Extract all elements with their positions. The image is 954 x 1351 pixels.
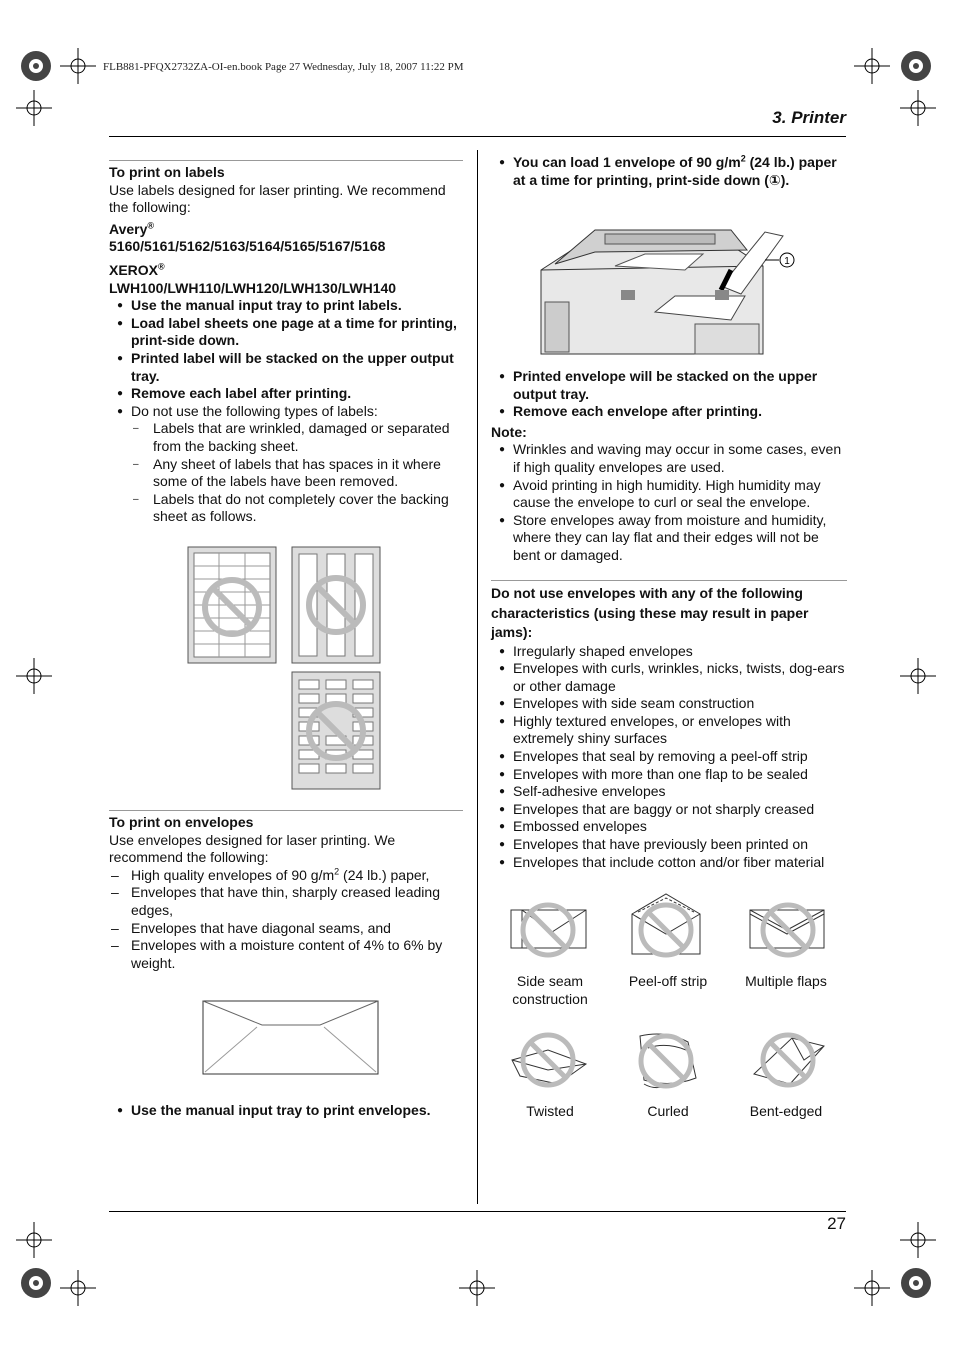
superscript: 2 [334, 866, 340, 877]
crosshair-mark-icon [854, 48, 890, 84]
list-item: ● Envelopes that have previously been printed on [491, 836, 847, 854]
twisted-envelope-icon [508, 1030, 590, 1092]
avoid-list [491, 643, 847, 872]
list-item: – Labels that do not completely cover the backing sheet as follows. [131, 491, 463, 526]
bent-edged-envelope-icon [746, 1030, 828, 1092]
note-title: Note: [491, 423, 527, 440]
xerox-models: LWH100/LWH110/LWH120/LWH130/LWH140 [109, 279, 397, 296]
labels-title: To print on labels [109, 164, 225, 180]
page-number: 27 [827, 1214, 846, 1233]
list-item: – Envelopes with a moisture content of 4% to 6% by weight. [109, 937, 463, 972]
book-meta: FLB881-PFQX2732ZA-OI-en.book Page 27 Wednesday, July 18, 2007 11:22 PM [103, 61, 464, 73]
section-separator [491, 580, 847, 581]
notes-list [491, 441, 847, 564]
list-item: ● Envelopes that seal by removing a peel-off strip [491, 748, 847, 766]
superscript: 2 [740, 153, 746, 164]
registration-mark-icon [898, 48, 934, 84]
chapter-title: 3. Printer [772, 108, 846, 127]
section-separator [109, 160, 463, 161]
list-item: ● Store envelopes away from moisture and humidity, where they can lay flat and their edges will not be bent or damaged. [491, 512, 847, 565]
footer-rule [109, 1211, 846, 1212]
list-item: – Envelopes that have diagonal seams, and [109, 920, 463, 938]
crosshair-mark-icon [459, 1270, 495, 1306]
list-item: ● Envelopes with more than one flap to be sealed [491, 766, 847, 784]
caption-side-seam: Side seam construction [512, 973, 588, 1007]
caption-bent-edged: Bent-edged [749, 1103, 823, 1119]
labels-section [109, 160, 463, 526]
caption-multiple-flaps: Multiple flaps [745, 973, 827, 989]
list-item: – Any sheet of labels that has spaces in it where some of the labels have been removed. [131, 456, 463, 491]
section-separator [109, 810, 463, 811]
caption-peel-off: Peel-off strip [628, 973, 708, 989]
crosshair-mark-icon [900, 658, 936, 694]
avoid-envelopes-section [491, 580, 847, 871]
manual-tray-note [109, 1102, 463, 1120]
crosshair-mark-icon [900, 90, 936, 126]
avoid-title: Do not use envelopes with any of the following characteristics (using these may result in paper jams): [491, 585, 809, 640]
envelope-load-section [491, 154, 847, 189]
list-item: ● Highly textured envelopes, or envelopes with extremely shiny surfaces [491, 713, 847, 748]
callout-number: 1 [784, 256, 790, 267]
load-text-post: (24 lb.) paper at a time for printing, print-side down (①). [513, 154, 837, 188]
envelopes-dash-list [109, 867, 463, 973]
list-item: ● Use the manual input tray to print envelopes. [109, 1102, 463, 1120]
do-not-use-text: Do not use the following types of labels: [131, 402, 378, 419]
list-item: ● Printed envelope will be stacked on the upper output tray. [491, 368, 847, 403]
crosshair-mark-icon [900, 1222, 936, 1258]
xerox-brand [109, 262, 463, 280]
header-rule [109, 136, 846, 137]
peel-off-strip-envelope-icon [626, 890, 708, 962]
column-divider [477, 150, 478, 1204]
labels-dash-list [131, 420, 463, 526]
list-item: ● Remove each envelope after printing. [491, 403, 847, 421]
list-item: ● Load label sheets one page at a time for printing, print-side down. [109, 315, 463, 350]
registered-mark: ® [158, 261, 165, 272]
registration-mark-icon [18, 1265, 54, 1301]
crosshair-mark-icon [16, 658, 52, 694]
list-item: ● Envelopes that include cotton and/or fiber material [491, 854, 847, 872]
envelopes-title: To print on envelopes [109, 814, 254, 830]
bad-label-sheet-illustration [187, 546, 383, 792]
list-item [491, 154, 847, 189]
list-item: ● Envelopes with curls, wrinkles, nicks, twists, dog-ears or other damage [491, 660, 847, 695]
crosshair-mark-icon [854, 1270, 890, 1306]
avery-brand [109, 221, 463, 239]
caption-twisted: Twisted [526, 1103, 574, 1119]
envelope-illustration [202, 1000, 380, 1076]
list-item: ● Envelopes with side seam construction [491, 695, 847, 713]
load-list [491, 154, 847, 189]
list-item: ● Use the manual input tray to print labels. [109, 297, 463, 315]
output-list [491, 368, 847, 421]
list-item [109, 403, 463, 526]
crosshair-mark-icon [60, 48, 96, 84]
envelopes-intro: Use envelopes designed for laser printing. We recommend the following: [109, 831, 396, 866]
envelope-notes-section [491, 368, 847, 565]
list-item: ● Avoid printing in high humidity. High humidity may cause the envelope to curl or seal the envelope. [491, 477, 847, 512]
labels-intro: Use labels designed for laser printing. We recommend the following: [109, 181, 446, 216]
side-seam-envelope-icon [508, 900, 590, 962]
curled-envelope-icon [626, 1028, 708, 1094]
list-item: ● Wrinkles and waving may occur in some cases, even if high quality envelopes are used. [491, 441, 847, 476]
list-item: ● Irregularly shaped envelopes [491, 643, 847, 661]
envelopes-section [109, 810, 463, 972]
registration-mark-icon [18, 48, 54, 84]
xerox-name: XEROX [109, 261, 159, 278]
list-item [109, 867, 463, 885]
list-item: ● Envelopes that are baggy or not sharply creased [491, 801, 847, 819]
crosshair-mark-icon [16, 1222, 52, 1258]
registration-mark-icon [898, 1265, 934, 1301]
labels-bullet-list [109, 297, 463, 526]
printer-illustration [535, 226, 795, 358]
weight-text-post: (24 lb.) paper, [339, 866, 430, 883]
multiple-flaps-envelope-icon [746, 900, 828, 962]
list-item: ● Remove each label after printing. [109, 385, 463, 403]
load-text: You can load 1 envelope of 90 g/m [513, 154, 741, 170]
crosshair-mark-icon [60, 1270, 96, 1306]
avery-name: Avery [109, 220, 148, 237]
list-item: ● Printed label will be stacked on the upper output tray. [109, 350, 463, 385]
avery-models: 5160/5161/5162/5163/5164/5165/5167/5168 [109, 238, 386, 255]
list-item: ● Self-adhesive envelopes [491, 783, 847, 801]
registered-mark: ® [147, 220, 155, 231]
list-item: – Labels that are wrinkled, damaged or separated from the backing sheet. [131, 420, 463, 455]
list-item: ● Embossed envelopes [491, 818, 847, 836]
caption-curled: Curled [647, 1103, 689, 1119]
weight-text: High quality envelopes of 90 g/m [131, 866, 335, 883]
list-item: – Envelopes that have thin, sharply creased leading edges, [109, 884, 463, 919]
manual-tray-list [109, 1102, 463, 1120]
crosshair-mark-icon [16, 90, 52, 126]
